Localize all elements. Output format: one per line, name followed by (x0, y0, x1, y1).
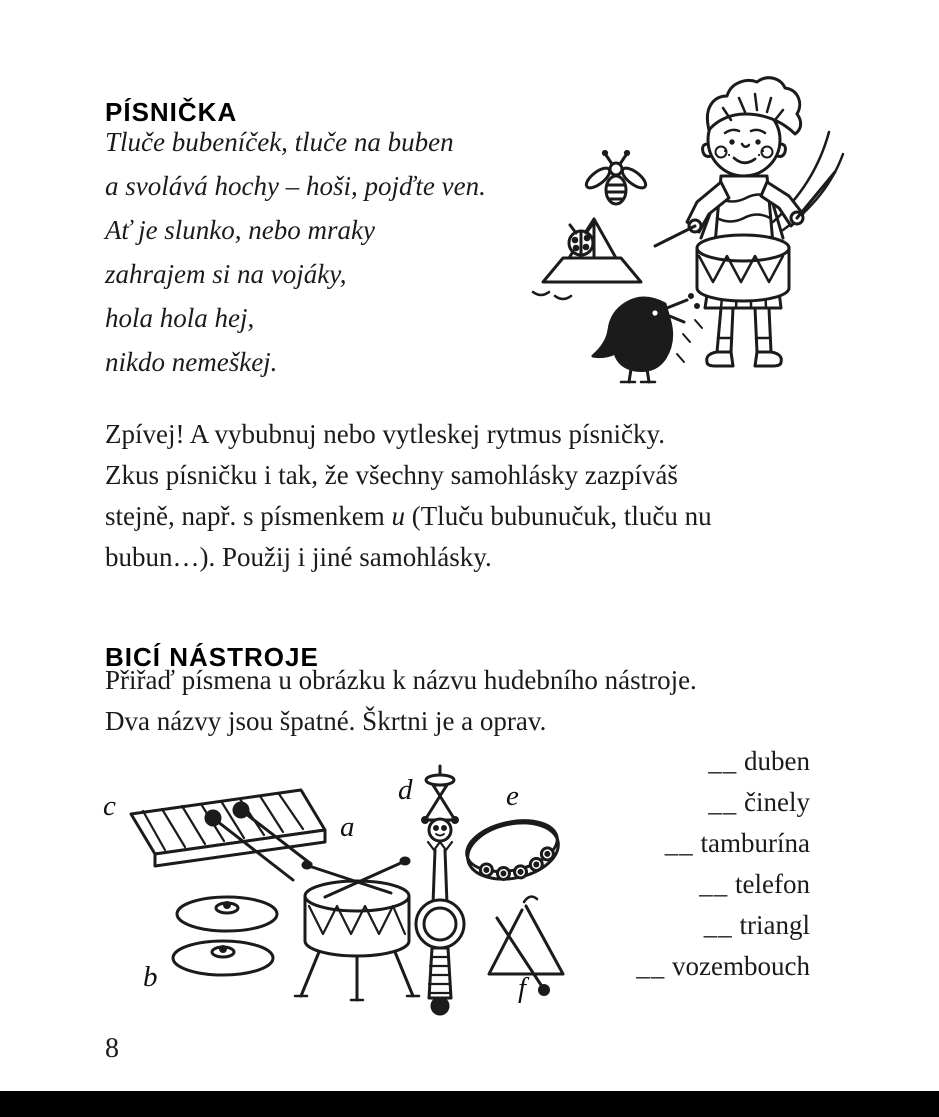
instruments-illustration (95, 756, 675, 1018)
singing-task-line: Zkus písničku i tak, že všechny samohlásky zazpíváš (105, 460, 678, 490)
answer-word: činely (744, 787, 810, 817)
lyric-line: hola hola hej, (105, 303, 255, 333)
song-lyrics (105, 120, 486, 384)
answer-blank: __ (699, 869, 729, 899)
answer-blank: __ (636, 951, 666, 981)
marching-drum-icon (697, 235, 789, 301)
boy-drummer-drawing (515, 66, 845, 396)
section-title: BICÍ NÁSTROJE (105, 641, 319, 672)
lyric-line: Tluče bubeníček, tluče na buben (105, 127, 454, 157)
crow-icon (593, 295, 702, 383)
snare-drum-icon (295, 858, 419, 1000)
answer-blank: __ (708, 746, 738, 776)
section-task-line: Dva názvy jsou špatné. Škrtni je a oprav. (105, 706, 547, 736)
drumstick-left (655, 226, 695, 246)
singing-task-fragment: stejně, např. s písmenkem (105, 501, 392, 531)
xylophone-icon (131, 790, 325, 880)
label-rattle-stick: d (398, 774, 413, 806)
answer-blank: __ (703, 910, 733, 940)
label-xylophone: c (103, 790, 116, 822)
cymbals-icon (173, 897, 277, 975)
label-triangle: f (518, 972, 527, 1004)
label-drum: a (340, 811, 355, 843)
section-task-text (105, 660, 697, 742)
tambourine-icon (462, 813, 564, 888)
singing-task-fragment: (Tluču bubunučuk, tluču nu (404, 501, 712, 531)
answer-blank: __ (708, 787, 738, 817)
page-number: 8 (105, 1033, 119, 1064)
label-cymbals: b (143, 961, 158, 993)
answer-word: vozembouch (672, 951, 810, 981)
singing-task-line (105, 496, 712, 537)
lyric-line: a svolává hochy – hoši, pojďte ven. (105, 171, 486, 201)
singing-task-line: Zpívej! A vybubnuj nebo vytleskej rytmus písničky. (105, 419, 665, 449)
lyric-line: nikdo nemeškej. (105, 347, 278, 377)
lyric-line: Ať je slunko, nebo mraky (105, 215, 375, 245)
answer-word: tamburína (700, 828, 810, 858)
section-task-line: Přiřaď písmena u obrázku k názvu hudebního nástroje. (105, 665, 697, 695)
italic-letter: u (391, 501, 405, 531)
drumstick-right (797, 172, 835, 218)
lyric-line: zahrajem si na vojáky, (105, 259, 347, 289)
song-title: PÍSNIČKA (105, 97, 238, 128)
instruments-drawing (95, 756, 675, 1018)
vozembouch-icon (416, 766, 464, 1014)
ladybug-icon (569, 225, 593, 255)
answer-blank: __ (664, 828, 694, 858)
label-tambourine: e (506, 780, 519, 812)
answer-word: telefon (735, 869, 810, 899)
boy-drummer-illustration (515, 66, 845, 396)
singing-task-line: bubun…). Použij i jiné samohlásky. (105, 542, 492, 572)
bee-icon (583, 151, 648, 204)
answer-word: triangl (739, 910, 810, 940)
answer-word: duben (744, 746, 810, 776)
singing-task-text (105, 414, 712, 578)
bottom-bar (0, 1091, 939, 1117)
